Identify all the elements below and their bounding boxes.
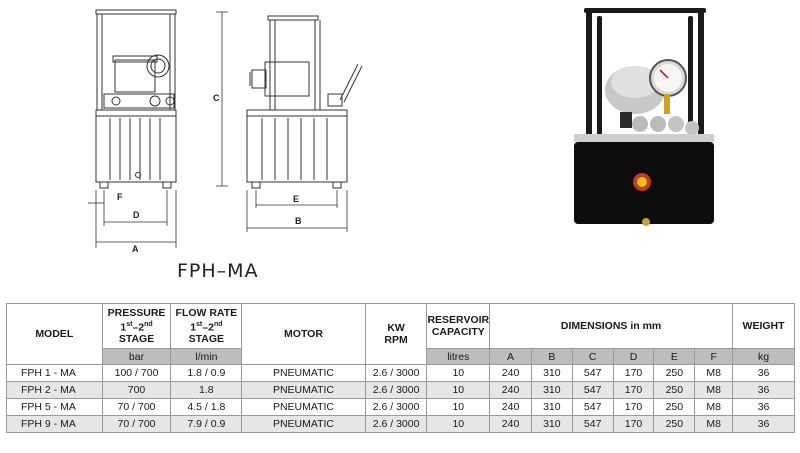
cell-dim-b: 310 xyxy=(531,365,572,382)
header-flow-stage-dash: –2 xyxy=(202,321,214,334)
cell-dim-f: M8 xyxy=(695,365,733,382)
cell-weight: 36 xyxy=(733,416,795,433)
cell-reservoir: 10 xyxy=(427,382,490,399)
header-reservoir-2: CAPACITY xyxy=(431,326,485,338)
cell-dim-a: 240 xyxy=(490,399,532,416)
dim-label-c: C xyxy=(213,93,220,103)
cell-pressure: 100 / 700 xyxy=(102,365,171,382)
header-motor: MOTOR xyxy=(242,304,366,365)
technical-drawings xyxy=(0,0,540,255)
side-view-drawing xyxy=(247,16,362,188)
specification-table xyxy=(6,303,795,433)
header-rpm: RPM xyxy=(384,334,408,346)
table-row xyxy=(7,382,795,399)
cell-flow: 1.8 xyxy=(171,382,242,399)
unit-dim-f: F xyxy=(695,349,733,365)
table-row xyxy=(7,399,795,416)
cell-dim-d: 170 xyxy=(613,399,654,416)
cell-model: FPH 5 - MA xyxy=(7,399,103,416)
cell-dim-f: M8 xyxy=(695,399,733,416)
header-pressure-title: PRESSURE xyxy=(107,306,166,319)
header-pressure-sup-1: st xyxy=(126,320,133,328)
unit-dim-e: E xyxy=(654,349,695,365)
unit-reservoir: litres xyxy=(427,349,490,365)
header-pressure-stage-1: 1 xyxy=(120,321,127,334)
header-flow xyxy=(171,304,242,349)
unit-dim-d: D xyxy=(613,349,654,365)
unit-weight: kg xyxy=(733,349,795,365)
unit-dim-c: C xyxy=(572,349,613,365)
table-row xyxy=(7,416,795,433)
model-title: FPH–MA xyxy=(177,260,259,282)
cell-weight: 36 xyxy=(733,365,795,382)
header-flow-sup-2: nd xyxy=(213,320,223,328)
cell-motor: PNEUMATIC xyxy=(242,365,366,382)
cell-dim-d: 170 xyxy=(613,382,654,399)
cell-dim-c: 547 xyxy=(572,365,613,382)
cell-dim-c: 547 xyxy=(572,382,613,399)
cell-pressure: 700 xyxy=(102,382,171,399)
header-reservoir-1: RESERVOIR xyxy=(427,314,490,326)
cell-dim-c: 547 xyxy=(572,399,613,416)
cell-reservoir: 10 xyxy=(427,365,490,382)
pump-product-photo xyxy=(560,0,730,240)
cell-pressure: 70 / 700 xyxy=(102,399,171,416)
cell-reservoir: 10 xyxy=(427,416,490,433)
cell-model: FPH 2 - MA xyxy=(7,382,103,399)
cell-motor: PNEUMATIC xyxy=(242,416,366,433)
dim-label-b: B xyxy=(295,216,302,226)
unit-flow: l/min xyxy=(171,349,242,365)
header-flow-stage-1: 1 xyxy=(190,321,197,334)
cell-dim-b: 310 xyxy=(531,382,572,399)
front-view-drawing xyxy=(96,10,176,188)
cell-kw-rpm: 2.6 / 3000 xyxy=(365,382,427,399)
header-pressure-stage-dash: –2 xyxy=(132,321,145,334)
header-pressure xyxy=(102,304,171,349)
cell-reservoir: 10 xyxy=(427,399,490,416)
cell-model: FPH 1 - MA xyxy=(7,365,103,382)
unit-dim-b: B xyxy=(531,349,572,365)
header-reservoir xyxy=(427,304,490,349)
cell-dim-e: 250 xyxy=(654,399,695,416)
cell-flow: 1.8 / 0.9 xyxy=(171,365,242,382)
cell-dim-d: 170 xyxy=(613,416,654,433)
cell-motor: PNEUMATIC xyxy=(242,399,366,416)
cell-dim-a: 240 xyxy=(490,365,532,382)
cell-dim-d: 170 xyxy=(613,365,654,382)
cell-pressure: 70 / 700 xyxy=(102,416,171,433)
dim-label-a: A xyxy=(132,244,139,254)
cell-flow: 4.5 / 1.8 xyxy=(171,399,242,416)
header-flow-sup-1: st xyxy=(196,320,203,328)
header-dimensions: DIMENSIONS in mm xyxy=(490,304,733,349)
unit-dim-a: A xyxy=(490,349,532,365)
header-kw-rpm xyxy=(365,304,427,365)
header-flow-stage: STAGE xyxy=(188,333,225,346)
dim-label-e: E xyxy=(293,194,300,204)
cell-weight: 36 xyxy=(733,399,795,416)
header-kw: KW xyxy=(387,322,405,334)
cell-motor: PNEUMATIC xyxy=(242,382,366,399)
header-pressure-sup-2: nd xyxy=(144,320,153,328)
cell-dim-e: 250 xyxy=(654,382,695,399)
cell-dim-e: 250 xyxy=(654,365,695,382)
header-model: MODEL xyxy=(7,304,103,365)
cell-dim-b: 310 xyxy=(531,416,572,433)
cell-dim-b: 310 xyxy=(531,399,572,416)
cell-flow: 7.9 / 0.9 xyxy=(171,416,242,433)
cell-dim-f: M8 xyxy=(695,382,733,399)
cell-dim-a: 240 xyxy=(490,416,532,433)
cell-kw-rpm: 2.6 / 3000 xyxy=(365,416,427,433)
cell-kw-rpm: 2.6 / 3000 xyxy=(365,365,427,382)
cell-dim-c: 547 xyxy=(572,416,613,433)
header-weight: WEIGHT xyxy=(733,304,795,349)
table-row xyxy=(7,365,795,382)
unit-pressure: bar xyxy=(102,349,171,365)
cell-kw-rpm: 2.6 / 3000 xyxy=(365,399,427,416)
cell-dim-f: M8 xyxy=(695,416,733,433)
dim-label-d: D xyxy=(133,210,140,220)
cell-weight: 36 xyxy=(733,382,795,399)
cell-dim-a: 240 xyxy=(490,382,532,399)
cell-model: FPH 9 - MA xyxy=(7,416,103,433)
cell-dim-e: 250 xyxy=(654,416,695,433)
header-pressure-stage: STAGE xyxy=(118,333,155,346)
header-flow-title: FLOW RATE xyxy=(175,306,238,319)
dim-label-f: F xyxy=(117,192,123,202)
